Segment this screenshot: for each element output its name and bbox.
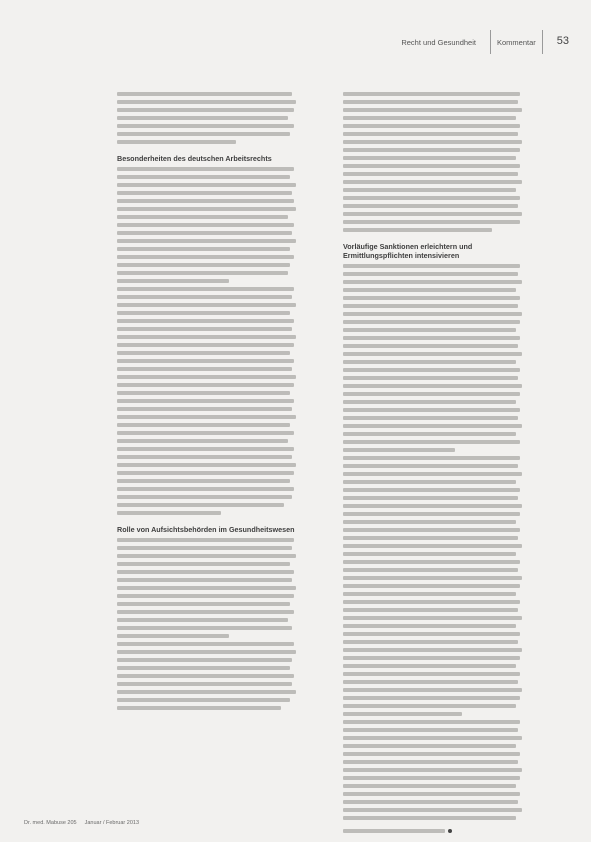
text-line-placeholder: [343, 448, 455, 452]
text-line-placeholder: [343, 768, 522, 772]
text-line-placeholder: [343, 744, 516, 748]
text-line-placeholder: [343, 544, 522, 548]
text-line-placeholder: [117, 327, 292, 331]
text-line-placeholder: [117, 124, 294, 128]
text-line-placeholder: [343, 512, 520, 516]
text-line-placeholder: [117, 487, 294, 491]
text-line-placeholder: [117, 674, 294, 678]
text-line-placeholder: [117, 383, 294, 387]
text-line-placeholder: [117, 495, 292, 499]
text-line-placeholder: [117, 343, 294, 347]
text-line-placeholder: [343, 584, 520, 588]
text-line-placeholder: [343, 568, 518, 572]
text-line-placeholder: [117, 642, 294, 646]
text-line-placeholder: [343, 624, 516, 628]
text-line-placeholder: [343, 272, 518, 276]
section-heading: Vorläufige Sanktionen erleichtern und Ermittlungspflichten intensivieren: [343, 241, 473, 260]
text-line-placeholder: [343, 472, 522, 476]
text-line-placeholder: [117, 295, 292, 299]
text-line-placeholder: [117, 359, 294, 363]
text-line-placeholder: [343, 320, 520, 324]
body-block: [117, 92, 303, 144]
text-line-placeholder: [117, 271, 288, 275]
body-block: [343, 456, 529, 716]
text-line-placeholder: [343, 196, 520, 200]
text-line-placeholder: [117, 167, 294, 171]
text-line-placeholder: [343, 140, 522, 144]
text-line-placeholder: [343, 124, 520, 128]
text-line-placeholder: [343, 312, 522, 316]
text-line-placeholder: [343, 808, 522, 812]
text-line-placeholder: [117, 618, 288, 622]
text-line-placeholder: [117, 503, 284, 507]
text-line-placeholder: [117, 471, 294, 475]
text-line-placeholder: [117, 650, 296, 654]
section-heading: Rolle von Aufsichtsbehörden im Gesundheitswesen: [117, 524, 295, 534]
text-line-placeholder: [117, 511, 221, 515]
text-line-placeholder: [117, 239, 296, 243]
text-line-placeholder: [117, 367, 292, 371]
text-line-placeholder: [343, 632, 520, 636]
text-line-placeholder: [117, 207, 296, 211]
text-line-placeholder: [117, 175, 290, 179]
footer-issue: Januar / Februar 2013: [84, 820, 140, 826]
text-line-placeholder: [343, 712, 462, 716]
text-line-placeholder: [343, 156, 516, 160]
text-line-placeholder: [117, 215, 288, 219]
text-line-placeholder: [117, 183, 296, 187]
text-line-placeholder: [117, 594, 294, 598]
text-line-placeholder: [117, 415, 296, 419]
text-line-placeholder: [343, 432, 516, 436]
text-line-placeholder: [117, 231, 292, 235]
text-line-placeholder: [117, 399, 294, 403]
text-line-placeholder: [343, 728, 518, 732]
text-line-placeholder: [343, 640, 518, 644]
text-line-placeholder: [343, 504, 522, 508]
text-line-placeholder: [117, 682, 292, 686]
text-line-placeholder: [117, 223, 294, 227]
text-line-placeholder: [117, 108, 294, 112]
text-line-placeholder: [343, 116, 516, 120]
text-line-placeholder: [343, 608, 518, 612]
body-block: [343, 264, 529, 452]
text-line-placeholder: [117, 602, 290, 606]
text-line-placeholder: [343, 344, 518, 348]
text-line-placeholder: [117, 255, 294, 259]
text-line-placeholder: [117, 562, 290, 566]
text-line-placeholder: [343, 400, 516, 404]
text-line-placeholder: [117, 423, 290, 427]
section-heading: Besonderheiten des deutschen Arbeitsrechts: [117, 153, 272, 163]
text-line-placeholder: [343, 528, 520, 532]
text-line-placeholder: [343, 328, 516, 332]
body-block: [117, 167, 303, 283]
text-line-placeholder: [343, 816, 516, 820]
text-line-placeholder: [117, 247, 290, 251]
text-line-placeholder: [343, 829, 445, 833]
text-line-placeholder: [343, 392, 520, 396]
text-line-placeholder: [343, 752, 520, 756]
text-line-placeholder: [117, 287, 294, 291]
text-line-placeholder: [343, 776, 520, 780]
text-line-placeholder: [117, 351, 290, 355]
text-line-placeholder: [343, 536, 518, 540]
text-line-placeholder: [117, 447, 294, 451]
text-line-placeholder: [343, 424, 522, 428]
text-line-placeholder: [343, 456, 520, 460]
body-block: [117, 538, 303, 710]
text-line-placeholder: [343, 180, 522, 184]
text-line-placeholder: [117, 546, 292, 550]
text-line-placeholder: [343, 228, 492, 232]
text-line-placeholder: [343, 188, 516, 192]
text-line-placeholder: [117, 140, 236, 144]
text-line-placeholder: [343, 520, 516, 524]
text-line-placeholder: [343, 688, 522, 692]
text-line-placeholder: [343, 296, 520, 300]
page-number: 53: [556, 35, 569, 47]
text-line-placeholder: [343, 92, 520, 96]
text-line-placeholder: [117, 303, 296, 307]
text-line-placeholder: [343, 384, 522, 388]
text-line-placeholder: [343, 360, 516, 364]
text-line-placeholder: [117, 658, 292, 662]
text-line-placeholder: [343, 212, 522, 216]
text-line-placeholder: [343, 736, 522, 740]
text-line-placeholder: [343, 760, 518, 764]
text-line-placeholder: [343, 656, 520, 660]
text-line-placeholder: [117, 335, 296, 339]
text-line-placeholder: [343, 368, 520, 372]
right-column: [343, 88, 529, 840]
text-line-placeholder: [343, 100, 518, 104]
text-line-placeholder: [117, 132, 290, 136]
text-line-placeholder: [343, 560, 520, 564]
text-line-placeholder: [117, 391, 290, 395]
text-line-placeholder: [343, 304, 518, 308]
header-divider: [542, 30, 543, 54]
text-line-placeholder: [343, 680, 518, 684]
footer-journal: Dr. med. Mabuse 205: [24, 820, 77, 826]
text-line-placeholder: [343, 204, 518, 208]
text-line-placeholder: [343, 440, 520, 444]
text-line-placeholder: [343, 280, 522, 284]
text-line-placeholder: [117, 570, 294, 574]
text-line-placeholder: [343, 264, 520, 268]
text-line-placeholder: [117, 586, 296, 590]
text-line-placeholder: [117, 666, 290, 670]
text-line-placeholder: [117, 554, 296, 558]
page-footer: [24, 820, 139, 826]
text-line-placeholder: [343, 220, 520, 224]
text-line-placeholder: [117, 610, 294, 614]
text-line-placeholder: [117, 538, 294, 542]
text-line-placeholder: [343, 792, 520, 796]
header-divider: [490, 30, 491, 54]
text-line-placeholder: [117, 407, 292, 411]
text-line-placeholder: [343, 672, 520, 676]
text-line-placeholder: [117, 319, 294, 323]
text-line-placeholder: [117, 698, 290, 702]
body-block: [117, 287, 303, 515]
text-line-placeholder: [117, 706, 281, 710]
text-line-placeholder: [117, 263, 290, 267]
text-line-placeholder: [343, 664, 516, 668]
text-line-placeholder: [117, 191, 292, 195]
text-line-placeholder: [343, 488, 520, 492]
text-line-placeholder: [343, 552, 516, 556]
text-line-placeholder: [117, 463, 296, 467]
text-line-placeholder: [117, 431, 294, 435]
text-line-placeholder: [343, 648, 522, 652]
text-line-placeholder: [117, 311, 290, 315]
running-header-section: Recht und Gesundheit: [401, 38, 476, 47]
text-line-placeholder: [343, 720, 520, 724]
text-line-placeholder: [343, 288, 516, 292]
text-line-placeholder: [117, 92, 292, 96]
text-line-placeholder: [343, 108, 522, 112]
text-line-placeholder: [343, 164, 520, 168]
text-line-placeholder: [343, 376, 518, 380]
text-line-placeholder: [117, 626, 292, 630]
text-line-placeholder: [343, 172, 518, 176]
article-end-mark: [448, 829, 452, 833]
text-line-placeholder: [343, 800, 518, 804]
text-line-placeholder: [343, 480, 516, 484]
text-line-placeholder: [343, 148, 520, 152]
body-block: [343, 92, 529, 232]
running-header-category: Kommentar: [496, 38, 536, 47]
text-line-placeholder: [343, 132, 518, 136]
text-line-placeholder: [117, 439, 288, 443]
text-line-placeholder: [343, 352, 522, 356]
text-line-placeholder: [117, 375, 296, 379]
text-line-placeholder: [117, 199, 294, 203]
text-line-placeholder: [343, 592, 516, 596]
text-line-placeholder: [343, 696, 520, 700]
left-column: [117, 88, 303, 712]
body-block: [343, 720, 529, 840]
text-line-placeholder: [343, 704, 516, 708]
text-line-placeholder: [343, 576, 522, 580]
text-line-placeholder: [117, 455, 292, 459]
text-line-placeholder: [117, 578, 292, 582]
text-line-placeholder: [343, 464, 518, 468]
text-line-placeholder: [117, 279, 229, 283]
text-line-placeholder: [343, 416, 518, 420]
text-line-placeholder: [117, 479, 290, 483]
text-line-placeholder: [343, 784, 516, 788]
text-line-placeholder: [117, 690, 296, 694]
text-line-placeholder: [117, 634, 229, 638]
text-line-placeholder: [343, 496, 518, 500]
running-header: [401, 28, 569, 54]
text-line-placeholder: [117, 100, 296, 104]
text-line-placeholder: [343, 600, 520, 604]
text-line-placeholder: [343, 408, 520, 412]
text-line-placeholder: [343, 336, 520, 340]
text-line-placeholder: [117, 116, 288, 120]
text-line-placeholder: [343, 616, 522, 620]
